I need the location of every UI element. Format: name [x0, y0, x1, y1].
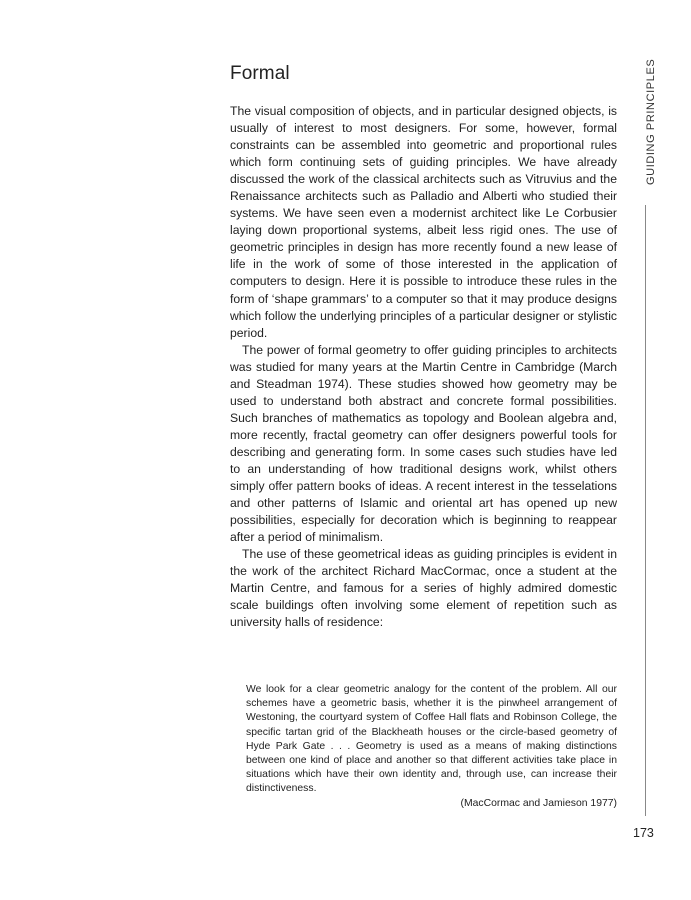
- margin-rule: [645, 205, 646, 816]
- paragraph-3: The use of these geometrical ideas as guiding principles is evident in the work of the architect Richard MacCormac, once a student at the Martin Centre, and famous for a series of highly admired domestic scale buildings often involving some element of repetition such as university halls of residence:: [230, 547, 617, 630]
- paragraph-2: The power of formal geometry to offer guiding principles to architects was studied for many years at the Martin Centre in Cambridge (March and Steadman 1974). These studies showed how geometry may be used to understand both abstract and concrete formal possibilities. Such branches of mathematics as topology and Boolean algebra and, more recently, fractal geometry can offer designers powerful tools for describing and generating form. In some cases such studies have led to an understanding of how traditional designs work, whilst others simply offer pattern books of ideas. A recent interest in the tesselations and other patterns of Islamic and oriental art has opened up new possibilities, especially for decoration which is beginning to reappear after a period of minimalism.: [230, 342, 617, 545]
- body-text: [230, 103, 617, 631]
- quote-text: We look for a clear geometric analogy for the content of the problem. All our schemes have a geometric basis, whether it is the pinwheel arrangement of Westoning, the courtyard system of Coffee Hall flats and Robinson College, the specific tartan grid of the Blackheath houses or the circle-based geometry of Hyde Park Gate . . . Geometry is used as a means of making distinctions between one kind of place and another so that different activities take place in situations which have their own identity and, through use, can increase their distinctiveness.: [246, 684, 617, 795]
- running-head: GUIDING PRINCIPLES: [645, 58, 657, 185]
- quote-citation: (MacCormac and Jamieson 1977): [460, 797, 617, 809]
- page-number: 173: [633, 826, 654, 840]
- paragraph-1: The visual composition of objects, and in particular designed objects, is usually of interest to most designers. For some, however, formal constraints can be assembled into geometric and proportional rules which form continuing sets of guiding principles. We have already discussed the work of the classical architects such as Vitruvius and the Renaissance architects such as Palladio and Alberti who studied their systems. We have seen even a modernist architect like Le Corbusier laying down proportional systems, albeit less rigid ones. The use of geometric principles in design has more recently found a new lease of life in the work of some of those interested in the application of computers to design. Here it is possible to introduce these rules in the form of ‘shape grammars’ to a computer so that it may produce designs which follow the underlying principles of a particular designer or stylistic period.: [230, 104, 617, 340]
- block-quote: [246, 683, 617, 811]
- section-title: Formal: [230, 63, 290, 84]
